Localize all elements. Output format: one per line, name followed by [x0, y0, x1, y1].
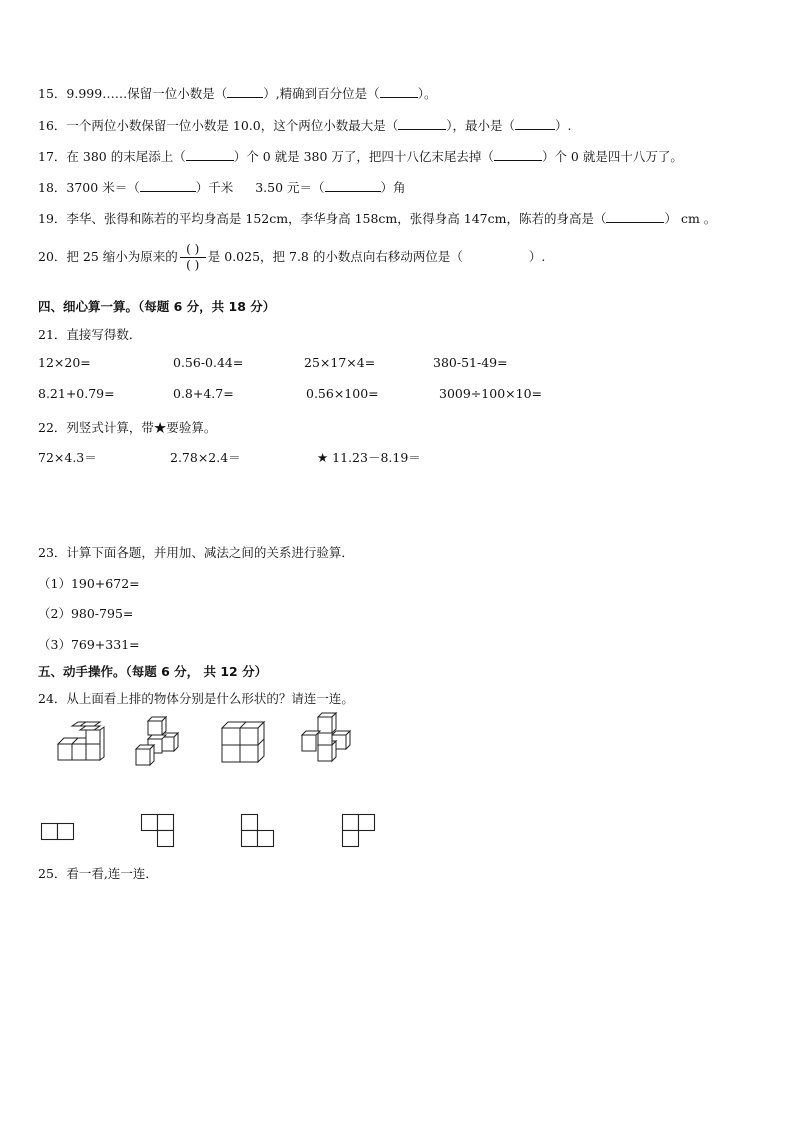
calc-item: （2）980-795= — [38, 606, 134, 621]
calc-item: 0.8+4.7= — [173, 386, 234, 401]
answer-blank[interactable] — [227, 85, 263, 98]
answer-blank[interactable] — [380, 85, 418, 98]
fraction-numerator[interactable]: ( ) — [186, 242, 200, 256]
answer-blank[interactable] — [140, 179, 196, 192]
answer-blank[interactable] — [186, 148, 234, 161]
question-20: 20．把 25 缩小为原来的 $\frac{( )}{( )}$ 是 0.025，把 7.8 的小数点向右移动两位是（ ）. — [38, 242, 546, 272]
top-view-shape-2[interactable] — [141, 814, 177, 850]
cube-figure-3[interactable] — [222, 720, 268, 764]
fraction — [180, 242, 206, 273]
calc-item: 0.56×100= — [306, 386, 379, 401]
section-4-heading: 四、细心算一算。（每题 6 分，共 18 分） — [38, 299, 276, 314]
question-21-title: 21．直接写得数． — [38, 327, 142, 342]
top-view-shape-4[interactable] — [342, 814, 378, 850]
answer-blank[interactable] — [494, 148, 542, 161]
calc-item: 8.21+0.79= — [38, 386, 115, 401]
calc-item: 25×17×4= — [304, 355, 376, 370]
question-16: 16．一个两位小数保留一位小数是 10.0，这个两位小数最大是（ ），最小是（ ）. — [38, 118, 572, 133]
section-5-heading: 五、动手操作。（每题 6 分， 共 12 分） — [38, 664, 268, 679]
answer-blank[interactable] — [606, 210, 664, 223]
question-17: 17．在 380 的末尾添上（ ）个 0 就是 380 万了，把四十八亿末尾去掉（ ）个 0 就是四十八万了。 — [38, 149, 683, 164]
answer-blank[interactable] — [398, 117, 446, 130]
cube-figure-2[interactable] — [136, 717, 186, 767]
question-15: 15．9.999……保留一位小数是（ ）,精确到百分位是（ ）。 — [38, 86, 437, 101]
question-23-title: 23．计算下面各题，并用加、减法之间的关系进行验算． — [38, 545, 354, 560]
question-19: 19．李华、张得和陈若的平均身高是 152cm，李华身高 158cm，张得身高 147cm，陈若的身高是（ ） cm 。 — [38, 211, 717, 226]
calc-item: 2.78×2.4＝ — [170, 450, 241, 465]
calc-item: （1）190+672= — [38, 576, 140, 591]
question-25-title: 25．看一看,连一连． — [38, 866, 158, 881]
cube-figure-1[interactable] — [58, 722, 104, 764]
top-view-shape-1[interactable] — [41, 823, 77, 843]
calc-item: （3）769+331= — [38, 637, 140, 652]
calc-item: ★ 11.23－8.19＝ — [317, 450, 421, 465]
question-24-title: 24．从上面看上排的物体分别是什么形状的？请连一连。 — [38, 691, 354, 706]
question-18: 18．3700 米＝（ ）千米 3.50 元＝（ ）角 — [38, 180, 406, 195]
question-22-title: 22．列竖式计算，带★要验算。 — [38, 420, 217, 435]
calc-item: 72×4.3＝ — [38, 450, 97, 465]
calc-item: 380-51-49= — [433, 355, 508, 370]
answer-blank[interactable] — [515, 117, 555, 130]
cube-figure-4[interactable] — [302, 713, 354, 765]
calc-item: 3009÷100×10= — [439, 386, 542, 401]
calc-item: 12×20= — [38, 355, 91, 370]
answer-blank[interactable] — [325, 179, 381, 192]
fraction-denominator[interactable]: ( ) — [186, 258, 200, 272]
top-view-shape-3[interactable] — [241, 814, 277, 850]
calc-item: 0.56-0.44= — [173, 355, 244, 370]
